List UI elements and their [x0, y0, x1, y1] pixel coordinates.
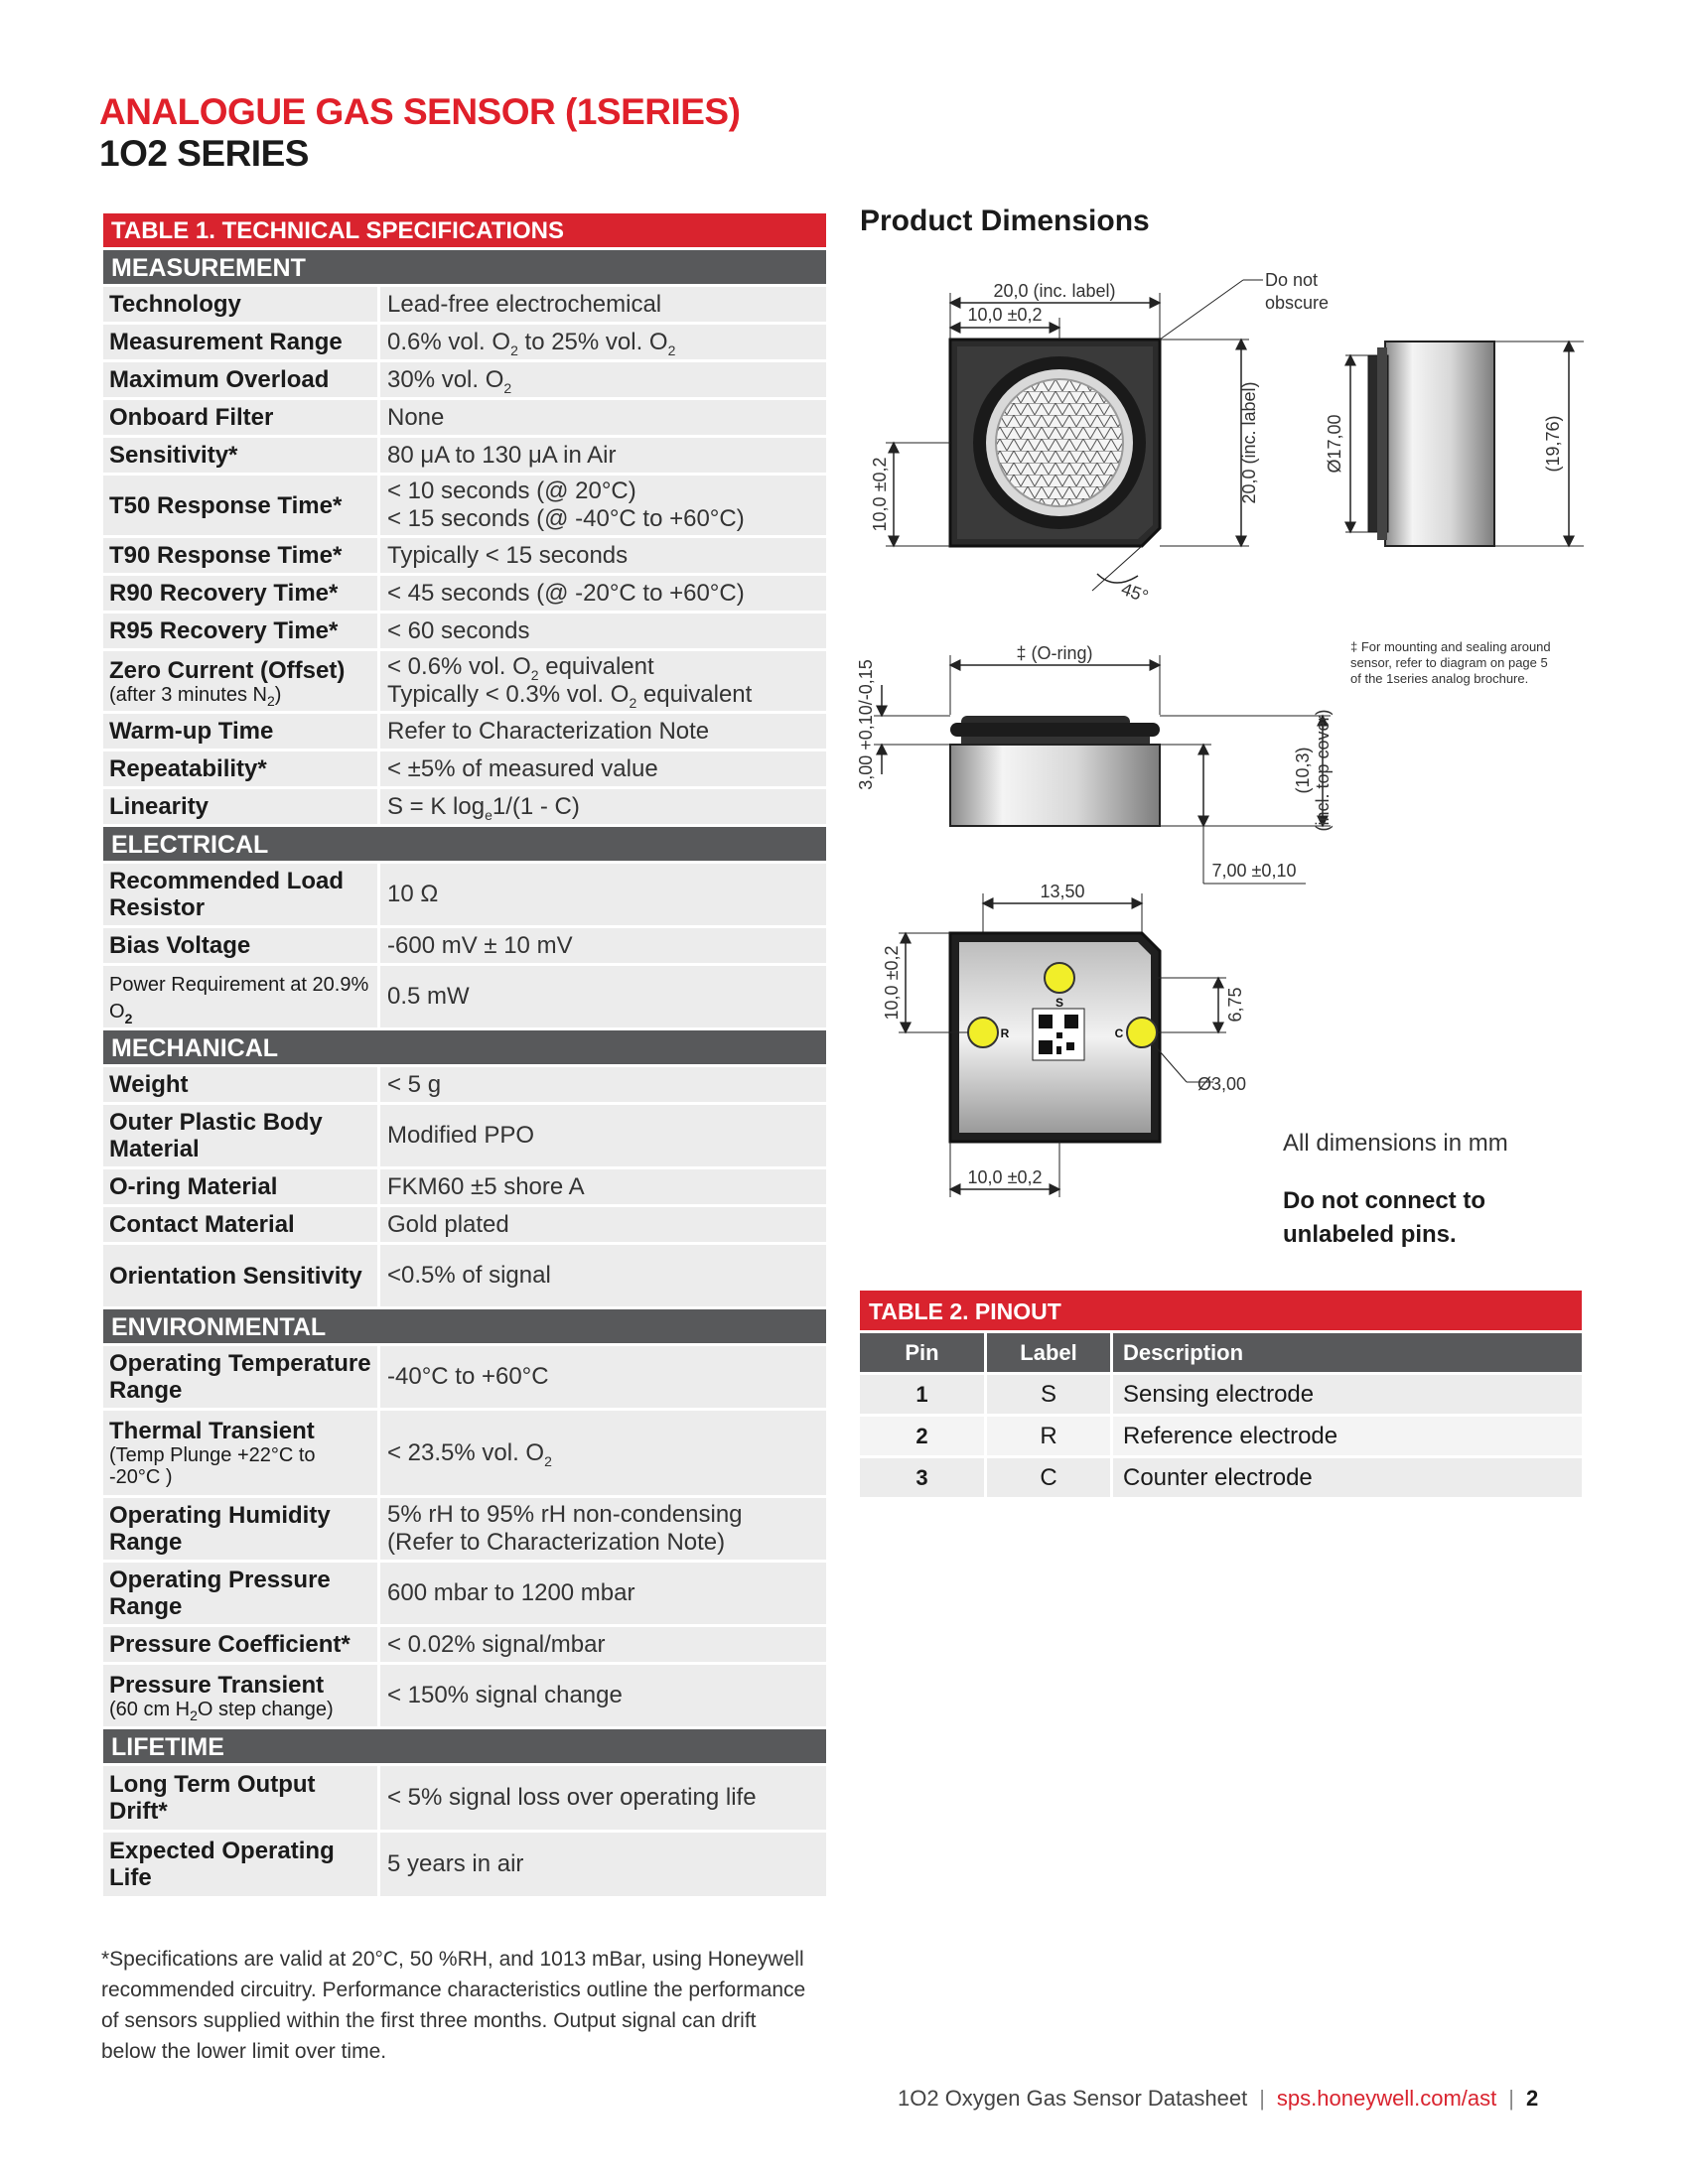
spec-value: Typically < 15 seconds [387, 541, 629, 569]
dim-side-height: (19,76) [1543, 415, 1563, 473]
product-dimensions-title: Product Dimensions [860, 205, 1150, 237]
spec-row-load-resistor [103, 861, 826, 925]
dim-height-label: 20,0 (inc. label) [1239, 381, 1259, 504]
footer-url-link[interactable]: sps.honeywell.com/ast [1276, 2086, 1497, 2111]
spec-label: Zero Current (Offset) [109, 656, 346, 684]
obscure-label: obscure [1265, 293, 1330, 313]
spec-row-linearity [103, 786, 826, 824]
spec-label: Sensitivity* [109, 442, 238, 469]
pin-label-r: R [1000, 1026, 1010, 1040]
front-view [856, 643, 1333, 884]
spec-row-t90 [103, 535, 826, 573]
spec-row-operating-life [103, 1830, 826, 1896]
spec-value: < 150% signal change [387, 1682, 623, 1708]
spec-row-orientation [103, 1242, 826, 1306]
dim-cover-b: (incl. top cover) [1313, 709, 1333, 832]
spec-label: Bias Voltage [109, 932, 251, 959]
header-pin: Pin [860, 1333, 987, 1372]
spec-label: Operating Temperature Range [109, 1350, 371, 1404]
document-subtitle: 1O2 SERIES [99, 133, 309, 174]
spec-value: Refer to Characterization Note [387, 717, 710, 745]
bottom-view [882, 882, 1246, 1197]
pin-description: Reference electrode [1123, 1423, 1338, 1449]
dim-pin-bottom: 10,0 ±0,2 [967, 1167, 1043, 1187]
spec-value: 0.5 mW [387, 983, 470, 1010]
dim-cover-a: (10,3) [1293, 747, 1313, 794]
spec-row-filter [103, 397, 826, 435]
document-title: ANALOGUE GAS SENSOR (1SERIES) [99, 91, 741, 132]
spec-label: Warm-up Time [109, 718, 274, 745]
spec-value: FKM60 ±5 shore A [387, 1172, 585, 1200]
side-view [1325, 341, 1584, 546]
spec-value: S = K $\log_e1/(1 - C)$ [387, 792, 580, 823]
table1-title: TABLE 1. TECHNICAL SPECIFICATIONS [103, 213, 826, 247]
spec-value: < 0.6% vol. $O_2$ equivalent Typically < 0.3% vol. $O_2$ equivalent [387, 653, 753, 711]
dim-oring: ‡ (O-ring) [1016, 643, 1093, 663]
spec-label: Technology [109, 291, 241, 318]
spec-label-note: (60 cm $H_2O$ step change) [109, 1698, 334, 1723]
spec-label: Orientation Sensitivity [109, 1262, 362, 1290]
dim-pin-right: 6,75 [1225, 987, 1245, 1023]
mounting-note-1: ‡ For mounting and sealing around [1350, 639, 1551, 654]
dim-left-offset: 3,00 +0,10/-0,15 [856, 659, 876, 790]
spec-label: Repeatability* [109, 755, 267, 782]
pin-label-c: C [1114, 1026, 1124, 1040]
table-row [860, 1414, 1582, 1455]
spec-row-repeatability [103, 749, 826, 786]
spec-label: Thermal Transient [109, 1418, 315, 1444]
pin-description: Sensing electrode [1123, 1381, 1315, 1408]
spec-label: Pressure Coefficient* [109, 1631, 351, 1658]
spec-row-pressure-transient [103, 1662, 826, 1726]
spec-value: Lead-free electrochemical [387, 290, 662, 318]
table-row [860, 1372, 1582, 1414]
header-description: Description [1123, 1340, 1244, 1365]
spec-label: Outer Plastic Body Material [109, 1109, 323, 1162]
spec-label-note: (Temp Plunge +22°C to -20°C ) [109, 1444, 316, 1488]
spec-value: 5% rH to 95% rH non-condensing (Refer to Characterization Note) [387, 1501, 743, 1556]
spec-value: < 60 seconds [387, 616, 530, 644]
spec-row-warmup [103, 711, 826, 749]
dim-width-label: 20,0 (inc. label) [993, 281, 1116, 301]
spec-value: < 5% signal loss over operating life [387, 1784, 757, 1811]
spec-value: Modified PPO [387, 1122, 535, 1149]
spec-row-range [103, 322, 826, 359]
section-lifetime: LIFETIME [103, 1726, 826, 1763]
section-electrical: ELECTRICAL [103, 824, 826, 861]
spec-row-weight [103, 1064, 826, 1102]
unlabeled-pins-warning: Do not connect to unlabeled pins. [1283, 1187, 1485, 1248]
spec-row-zero-current [103, 648, 826, 711]
dim-diameter: Ø17,00 [1325, 414, 1344, 474]
spec-label: Pressure Transient [109, 1671, 325, 1699]
pin-label-s: S [1055, 996, 1064, 1010]
spec-label: T90 Response Time* [109, 542, 343, 569]
dim-pin-diameter: Ø3,00 [1197, 1074, 1247, 1094]
spec-value: 5 years in air [387, 1850, 524, 1877]
spec-label: Operating Humidity Range [109, 1502, 331, 1556]
spec-label: Weight [109, 1071, 189, 1098]
table-row [860, 1455, 1582, 1497]
product-dimensions-drawing [854, 248, 1609, 1261]
spec-value: 80 μA to 130 μA in Air [387, 441, 617, 469]
spec-row-body-material [103, 1102, 826, 1166]
dim-pin-span: 13,50 [1040, 882, 1085, 901]
spec-row-thermal-transient [103, 1408, 826, 1495]
pin-description: Counter electrode [1123, 1464, 1313, 1491]
top-view [870, 270, 1329, 607]
spec-row-overload [103, 359, 826, 397]
pin-number: 2 [860, 1417, 987, 1455]
spec-value: < ±5% of measured value [387, 754, 658, 782]
spec-row-power [103, 963, 826, 1027]
page-number: 2 [1525, 2086, 1539, 2111]
table2-title: TABLE 2. PINOUT [860, 1291, 1582, 1330]
spec-label: Recommended Load Resistor [109, 868, 345, 921]
spec-value: 0.6% vol. $O_2$ to 25% vol. $O_2$ [387, 328, 676, 358]
spec-label: Maximum Overload [109, 366, 330, 393]
spec-label: O-ring Material [109, 1173, 278, 1200]
mounting-note-2: sensor, refer to diagram on page 5 [1350, 655, 1548, 670]
spec-row-bias-voltage [103, 925, 826, 963]
spec-value: None [387, 403, 445, 431]
spec-value: -40°C to +60°C [387, 1363, 549, 1390]
spec-value: < 0.02% signal/mbar [387, 1630, 606, 1658]
spec-value: <0.5% of signal [387, 1262, 551, 1289]
spec-row-humidity [103, 1495, 826, 1560]
spec-value: Gold plated [387, 1210, 509, 1238]
pin-number: 1 [860, 1375, 987, 1414]
spec-value: < 45 seconds (@ -20°C to +60°C) [387, 579, 745, 607]
spec-label: Expected Operating Life [109, 1838, 335, 1891]
mounting-note-3: of the 1series analog brochure. [1350, 671, 1529, 686]
section-environmental: ENVIRONMENTAL [103, 1306, 826, 1343]
spec-label: R90 Recovery Time* [109, 580, 339, 607]
spec-label: T50 Response Time* [109, 491, 343, 519]
dim-left-height: 10,0 ±0,2 [870, 457, 890, 532]
spec-value: 30% vol. $O_2$ [387, 365, 512, 396]
spec-label: Measurement Range [109, 329, 343, 355]
pin-label: S [987, 1375, 1113, 1414]
section-measurement: MEASUREMENT [103, 247, 826, 284]
spec-label: Contact Material [109, 1211, 295, 1238]
pin-label: R [987, 1417, 1113, 1455]
all-dimensions-note: All dimensions in mm [1283, 1130, 1508, 1157]
dim-angle: 45° [1118, 578, 1152, 608]
spec-label: Linearity [109, 793, 210, 820]
spec-row-operating-temperature [103, 1343, 826, 1408]
spec-value: < 10 seconds (@ 20°C) < 15 seconds (@ -40°C to +60°C) [387, 478, 745, 532]
spec-row-output-drift [103, 1763, 826, 1830]
spec-label: Long Term Output Drift* [109, 1771, 316, 1825]
spec-row-technology [103, 284, 826, 322]
footer-document-name: 1O2 Oxygen Gas Sensor Datasheet [898, 2086, 1248, 2111]
spec-row-pressure-coefficient [103, 1624, 826, 1662]
pinout-header-row [860, 1330, 1582, 1372]
footer-separator: | [1508, 2086, 1514, 2111]
spec-row-t50 [103, 473, 826, 535]
spec-row-sensitivity [103, 435, 826, 473]
spec-value: 600 mbar to 1200 mbar [387, 1579, 635, 1606]
page-footer [898, 2086, 1538, 2112]
specifications-footnote: *Specifications are valid at 20°C, 50 %RH, and 1013 mBar, using Honeywell recommended circuitry. Performance characteristics outline the performance of sensors supplied within the first three months. Output signal can drift below the lower limit over time. [101, 1948, 806, 2063]
dim-pin-left: 10,0 ±0,2 [882, 945, 902, 1021]
section-mechanical: MECHANICAL [103, 1027, 826, 1064]
spec-value: -600 mV ± 10 mV [387, 931, 573, 959]
spec-value: < 5 g [387, 1070, 442, 1098]
technical-specifications-table [103, 213, 826, 1896]
pin-number: 3 [860, 1458, 987, 1497]
spec-label: Onboard Filter [109, 404, 274, 431]
spec-label-note: (after 3 minutes $N_2$) [109, 683, 282, 709]
pin-label: C [987, 1458, 1113, 1497]
footer-separator: | [1259, 2086, 1265, 2111]
spec-row-pressure-range [103, 1560, 826, 1624]
spec-value: 10 Ω [387, 881, 439, 907]
spec-label: Power Requirement at 20.9% $O_2$ [109, 974, 369, 1026]
spec-row-oring-material [103, 1166, 826, 1204]
spec-label: Operating Pressure Range [109, 1567, 331, 1620]
do-not-label: Do not [1265, 270, 1319, 290]
spec-row-r90 [103, 573, 826, 611]
pinout-table [860, 1291, 1582, 1497]
dim-bottom-len: 7,00 ±0,10 [1211, 861, 1297, 881]
spec-row-contact-material [103, 1204, 826, 1242]
dim-half-width: 10,0 ±0,2 [967, 305, 1043, 325]
spec-row-r95 [103, 611, 826, 648]
header-label: Label [987, 1333, 1113, 1372]
spec-value: < 23.5% vol. $O_2$ [387, 1438, 552, 1469]
spec-label: R95 Recovery Time* [109, 617, 339, 644]
